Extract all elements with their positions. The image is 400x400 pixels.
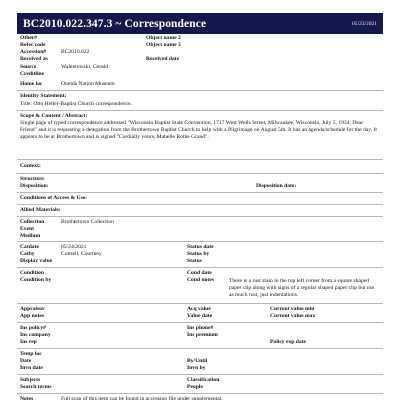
acq-value-label: Acq value [187, 306, 211, 312]
catdate-value: 05/24/2021 [61, 244, 87, 250]
conditions-access-label: Conditions of Access & Use: [20, 195, 88, 201]
catby-value: Cottrell, Courtney [61, 251, 102, 257]
divider [17, 110, 383, 111]
subjects-label: Subjects [20, 377, 41, 383]
search-terms-label: Search terms [20, 384, 52, 390]
divider [17, 267, 383, 268]
accession-value: BC2010.022 [61, 49, 90, 55]
ins-company-label: Ins company [20, 332, 51, 338]
ins-rep-label: Ins rep [20, 339, 37, 345]
date-label: Date [20, 358, 32, 364]
people-label: People [187, 384, 203, 390]
source-value: Walentowski, Gerald [61, 64, 109, 70]
event-label: Event [20, 226, 34, 232]
divider [17, 173, 383, 174]
ins-premium-label: Ins premium [187, 332, 218, 338]
home-loc-label: Home loc [20, 81, 43, 87]
home-loc-value: Oneida Nation Museum [61, 81, 115, 87]
divider [17, 192, 383, 193]
disposition-date-label: Disposition date: [256, 183, 297, 189]
ins-policy-label: Ins policy# [20, 325, 46, 331]
allied-materials-label: Allied Materials: [20, 207, 61, 213]
refer-code-label: Refer code [20, 42, 46, 48]
divider [17, 241, 383, 242]
value-date-label: Value date [187, 313, 213, 319]
divider [17, 348, 383, 349]
scope-content-text: Single page of typed correspondence addressed "Wisconsin Baptist State Convention, 1717 West Wells Street, Milwaukee, Wisconsin, July 5, 1934, Dear Friend" and it is requesting a delegation from the Brothertown Baptist Church to help with a Pilgrimage on August 5th. It has an agenda/schedule for the day. It appears to be at Brothertown and is signed "Cordially yours, Mabelle Rothe Grand". [20, 120, 377, 140]
collection-label: Collection [20, 219, 45, 225]
received-as-label: Received as [20, 56, 48, 62]
current-value-min-label: Current value min [270, 306, 315, 312]
cond-notes-value: There is a rust stain in the top left corner from a square shaped paper clip along with signs of a regular shaped paper clip but not as much rust, just indentations. [229, 278, 375, 298]
record-header [17, 13, 383, 34]
divider [17, 393, 383, 394]
condition-by-label: Condition by [20, 277, 52, 283]
invn-by-label: Invn by [187, 365, 206, 371]
notes-value: Full scan of this item can be found in accession file under supplemental. [61, 396, 223, 400]
cond-notes-label: Cond notes [187, 277, 214, 283]
status-by-label: Status by [187, 251, 210, 257]
current-value-max-label: Current value max [270, 313, 316, 319]
structure-label: Structure: [20, 176, 45, 182]
appraisor-label: Appraisor [20, 306, 45, 312]
creditline-label: Creditline [20, 71, 45, 77]
source-label: Source [20, 64, 37, 70]
condition-label: Condition [20, 270, 44, 276]
app-notes-label: App notes [20, 313, 45, 319]
status-label: Status [187, 258, 202, 264]
accession-label: Accession# [20, 49, 47, 55]
ins-phone-label: Ins phone# [187, 325, 214, 331]
record-title: BC2010.022.347.3 ~ Correspondence [23, 17, 207, 30]
object-name-3-label: Object name 3 [146, 42, 181, 48]
divider [17, 204, 383, 205]
divider [17, 216, 383, 217]
context-label: Context: [20, 163, 41, 169]
by-until-label: By/Until [187, 358, 208, 364]
catby-label: Catby [20, 251, 35, 257]
invn-date-label: Invn date [20, 365, 43, 371]
record-date: 05/23/2021 [351, 20, 377, 27]
divider [17, 374, 383, 375]
cond-date-label: Cond date [187, 270, 212, 276]
temp-loc-label: Temp loc [20, 351, 42, 357]
classification-label: Classification [187, 377, 220, 383]
other-number-label: Other# [20, 35, 38, 41]
notes-label: Notes [20, 396, 34, 400]
object-name-2-label: Object name 2 [146, 35, 181, 41]
divider [17, 90, 383, 91]
scope-content-label: Scope & Content / Abstract: [20, 113, 88, 119]
divider [17, 303, 383, 304]
received-date-label: Received date [146, 56, 180, 62]
collection-value: Brothertown Collection [61, 219, 114, 225]
identity-statement-label: Identity Statement: [20, 93, 67, 99]
identity-title-value: Title: Otto Heller-Baptist Church correspondence. [20, 101, 132, 107]
divider [17, 159, 383, 160]
disposition-label: Disposition: [20, 183, 49, 189]
status-date-label: Status date [187, 244, 214, 250]
display-value-label: Display value [20, 258, 53, 264]
medium-label: Medium [20, 233, 41, 239]
divider [17, 322, 383, 323]
policy-exp-date-label: Policy exp date [270, 339, 307, 345]
catdate-label: Catdate [20, 244, 39, 250]
